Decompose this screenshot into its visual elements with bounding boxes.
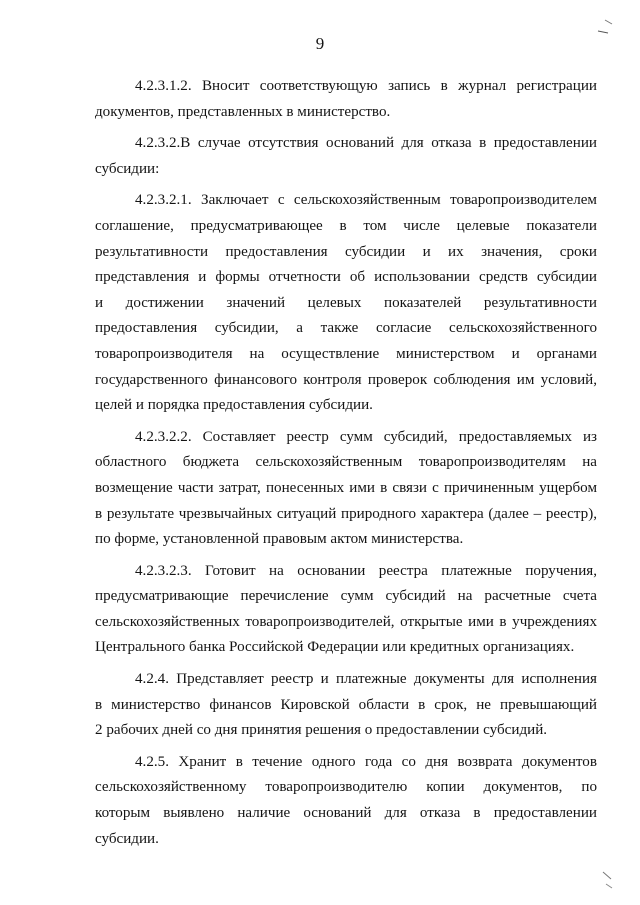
paragraph-4-2-3-2: [95, 131, 597, 182]
text-line: документов, представленных в министерство.: [95, 103, 391, 120]
text-line: 4.2.3.2.3. Готовит на основании реестра платежные поручения,: [135, 562, 597, 579]
text-line: соглашение, предусматривающее в том числе целевые показатели: [95, 217, 597, 234]
text-line: предусматривающие перечисление сумм субсидий на расчетные счета: [95, 588, 597, 605]
paragraph-4-2-3-2-1: [95, 188, 597, 418]
text-line: 4.2.3.1.2. Вносит соответствующую запись в журнал регистрации: [135, 78, 597, 94]
text-line: субсидии:: [95, 160, 160, 177]
text-line: предоставления субсидии, а также согласие сельскохозяйственного: [95, 320, 597, 337]
document-body: [95, 74, 597, 852]
paragraph-4-2-3-2-2: [95, 425, 597, 553]
text-line: которым выявлено наличие оснований для отказа в предоставлении: [95, 805, 597, 822]
text-line: возмещение части затрат, понесенных ими в связи с причиненным ущербом: [95, 479, 597, 496]
text-line: областного бюджета сельскохозяйственным товаропроизводителям на: [95, 454, 597, 471]
text-line: сельскохозяйственных товаропроизводителей, открытые ими в учреждениях: [95, 613, 597, 630]
text-line: товаропроизводителя на осуществление министерством и органами: [95, 345, 597, 362]
text-line: по форме, установленной правовым актом министерства.: [95, 531, 464, 548]
text-line: целей и порядка предоставления субсидии.: [95, 397, 373, 414]
text-line: 4.2.3.2.В случае отсутствия оснований для отказа в предоставлении: [135, 135, 597, 152]
text-line: субсидии.: [95, 830, 159, 847]
text-line: и достижении значений целевых показателей результативности: [95, 294, 597, 311]
text-line: результативности предоставления субсидии и их значения, сроки: [95, 243, 597, 260]
text-line: 4.2.4. Представляет реестр и платежные документы для исполнения: [135, 671, 597, 688]
page-number: 9: [315, 34, 325, 53]
text-line: Центрального банка Российской Федерации или кредитных организациях.: [95, 639, 575, 656]
text-line: 4.2.5. Хранит в течение одного года со дня возврата документов: [135, 753, 597, 770]
text-line: представления и формы отчетности об использовании средств субсидии: [95, 269, 597, 286]
paragraph-4-2-3-2-3: [95, 559, 597, 661]
text-line: сельскохозяйственному товаропроизводителю копии документов, по: [95, 779, 597, 796]
text-line: в результате чрезвычайных ситуаций природного характера (далее – реестр),: [95, 505, 597, 522]
paragraph-4-2-3-1-2: [95, 74, 597, 125]
text-line: 4.2.3.2.1. Заключает с сельскохозяйственным товаропроизводителем: [135, 192, 597, 209]
text-line: государственного финансового контроля проверок соблюдения им условий,: [95, 371, 597, 388]
text-line: 4.2.3.2.2. Составляет реестр сумм субсидий, предоставляемых из: [135, 428, 597, 445]
text-line: 2 рабочих дней со дня принятия решения о предоставлении субсидий.: [95, 722, 548, 739]
paragraph-4-2-5: [95, 750, 597, 852]
text-line: в министерство финансов Кировской области в срок, не превышающий: [95, 696, 597, 713]
paragraph-4-2-4: [95, 667, 597, 744]
